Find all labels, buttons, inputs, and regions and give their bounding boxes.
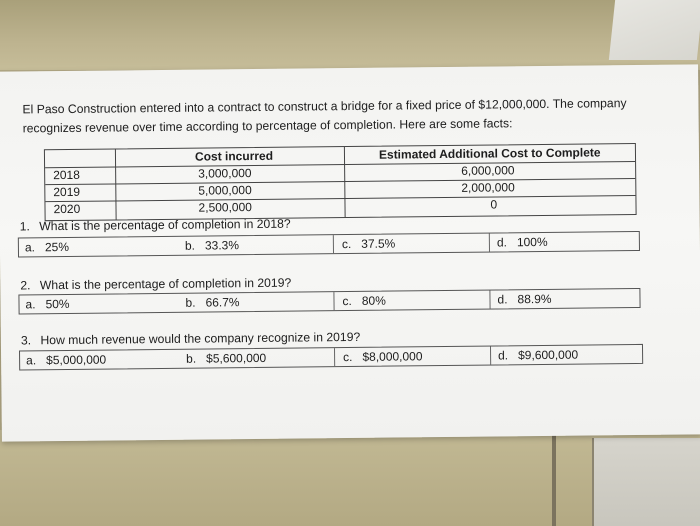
cost-table (44, 143, 637, 221)
background-paper-lower (592, 438, 700, 526)
header-additional-cost: Estimated Additional Cost to Complete (378, 145, 601, 162)
background-desk-top (0, 0, 700, 70)
question-1-options (18, 231, 640, 258)
table-row-year: 2019 (53, 184, 81, 200)
table-row-cost: 5,000,000 (198, 183, 252, 198)
problem-statement (22, 94, 682, 139)
table-row-year: 2020 (53, 201, 81, 217)
question-1 (20, 217, 291, 234)
table-row-additional: 2,000,000 (461, 180, 515, 195)
background-edge (552, 430, 556, 526)
option-b[interactable]: b. 33.3% (184, 238, 240, 253)
background-paper-corner (609, 0, 700, 60)
question-number: 1. (19, 219, 30, 234)
option-c[interactable]: c. $8,000,000 (343, 349, 423, 365)
worksheet-paper (0, 64, 700, 441)
question-2-options (18, 288, 640, 315)
question-number: 2. (20, 278, 31, 293)
table-row-additional: 0 (490, 197, 498, 212)
option-d[interactable]: d. $9,600,000 (498, 347, 579, 363)
question-text: What is the percentage of completion in 2018? (39, 216, 291, 234)
option-a[interactable]: a. 50% (25, 296, 70, 312)
option-d[interactable]: d. 100% (496, 234, 548, 250)
problem-line-1: El Paso Construction entered into a contract to construct a bridge for a fixed price of $12,000,000. The company (22, 96, 627, 117)
option-b[interactable]: b. 66.7% (185, 295, 240, 310)
option-a[interactable]: a. $5,000,000 (26, 352, 107, 368)
option-d[interactable]: d. 88.9% (497, 291, 552, 307)
option-c[interactable]: c. 80% (342, 293, 386, 309)
header-cost-incurred: Cost incurred (194, 148, 274, 164)
question-3 (21, 330, 360, 348)
table-row-year: 2018 (53, 167, 80, 183)
question-2 (20, 276, 291, 293)
question-text: What is the percentage of completion in 2019? (39, 275, 292, 293)
table-row-cost: 3,000,000 (198, 166, 252, 181)
table-row-additional: 6,000,000 (461, 163, 515, 178)
table-row-cost: 2,500,000 (198, 200, 252, 215)
option-c[interactable]: c. 37.5% (341, 236, 396, 252)
problem-line-2: recognizes revenue over time according to percentage of completion. Here are some facts: (22, 116, 513, 136)
option-b[interactable]: b. $5,600,000 (186, 350, 267, 366)
question-text: How much revenue would the company recognize in 2019? (40, 329, 361, 348)
question-number: 3. (20, 333, 32, 348)
option-a[interactable]: a. 25% (24, 239, 70, 255)
question-3-options (19, 344, 643, 371)
